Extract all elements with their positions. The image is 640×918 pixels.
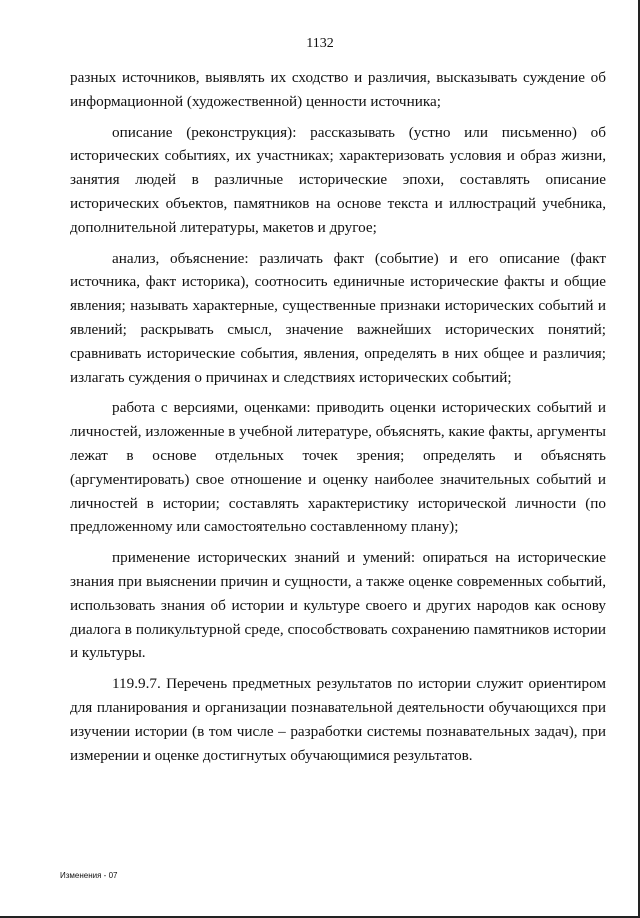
paragraph-analysis: анализ, объяснение: различать факт (событие) и его описание (факт источника, факт историка), соотносить единичные исторические факты и общие явления; называть характерные, существенные признаки исторических событий и явлений; раскрывать смысл, значение важнейших исторических понятий; сравнивать исторические события, явления, определять в них общее и различия; излагать суждения о причинах и следствиях исторических событий; <box>70 249 606 386</box>
paragraph-application: применение исторических знаний и умений: опираться на исторические знания при выяснении причин и сущности, а также оценке современных событий, использовать знания об истории и культуре своего и других народов как основу диалога в поликультурной среде, способствовать сохранению памятников истории и культуры. <box>70 549 606 662</box>
footer-revision-note: Изменения - 07 <box>60 871 118 880</box>
page-number: 1132 <box>306 36 334 51</box>
paragraph-versions: работа с версиями, оценками: приводить оценки исторических событий и личностей, изложенные в учебной литературе, объяснять, какие факты, аргументы лежат в основе отдельных точек зрения; определять и объяснять (аргументировать) свое отношение и оценку наиболее значительных событий и личностей в истории; составлять характеристику исторической личности (по предложенному или самостоятельно составленному плану); <box>70 399 606 536</box>
paragraph-description: описание (реконструкция): рассказывать (устно или письменно) об исторических событиях, их участниках; характеризовать условия и образ жизни, занятия людей в различные исторические эпохи, составлять описание исторических объектов, памятников на основе текста и иллюстраций учебника, дополнительной литературы, макетов и другое; <box>70 123 606 236</box>
document-body <box>70 66 606 767</box>
paragraph-section-119-9-7: 119.9.7. Перечень предметных результатов по истории служит ориентиром для планирования и организации познавательной деятельности обучающихся при изучении истории (в том числе – разработки системы познавательных задач), при измерении и оценке достигнутых обучающимися результатов. <box>70 675 606 764</box>
paragraph-sources-continuation: разных источников, выявлять их сходство и различия, высказывать суждение об информационной (художественной) ценности источника; <box>70 69 606 110</box>
